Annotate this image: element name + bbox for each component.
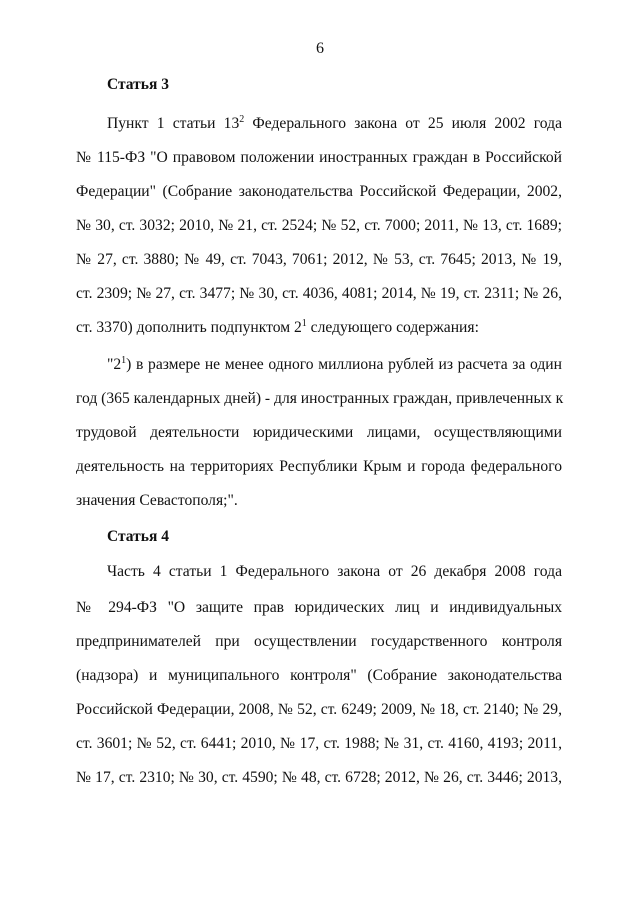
quote-line: значения Севастополя;". [76,492,238,509]
article-3-line: № 27, ст. 3880; № 49, ст. 7043, 7061; 2012, № 53, ст. 7645; 2013, № 19, [76,251,562,268]
article-4-line: № 17, ст. 2310; № 30, ст. 4590; № 48, ст. 6728; 2012, № 26, ст. 3446; 2013, [76,769,562,786]
article-3-line: ст. 2309; № 27, ст. 3477; № 30, ст. 4036, 4081; 2014, № 19, ст. 2311; № 26, [76,285,562,302]
article-4-line: предпринимателей при осуществлении государственного контроля [76,633,562,650]
article-3-heading: Статья 3 [107,76,169,93]
article-3-line: Пункт 1 статьи $13^2$ Федерального закона от 25 июля 2002 года [107,113,563,132]
quote-line: год (365 календарных дней) - для иностранных граждан, привлеченных к [76,390,564,407]
article-3-line: ст. 3370) дополнить подпунктом $2^1$ следующего содержания: [76,317,479,336]
article-4-line: Российской Федерации, 2008, № 52, ст. 6249; 2009, № 18, ст. 2140; № 29, [76,701,562,718]
quote-line: трудовой деятельности юридическими лицами, осуществляющими [76,424,562,441]
quote-line: "$2^1$) в размере не менее одного миллиона рублей из расчета за один [107,354,562,373]
article-4-line: № 294-ФЗ "О защите прав юридических лиц и индивидуальных [76,599,562,616]
article-4-line: Часть 4 статьи 1 Федерального закона от 26 декабря 2008 года [107,563,562,580]
quote-line: деятельность на территориях Республики Крым и города федерального [76,458,562,475]
article-3-line: № 30, ст. 3032; 2010, № 21, ст. 2524; № 52, ст. 7000; 2011, № 13, ст. 1689; [76,217,562,234]
article-4-heading: Статья 4 [107,528,169,545]
article-3-line: № 115-ФЗ "О правовом положении иностранных граждан в Российской [76,149,562,166]
article-4-line: ст. 3601; № 52, ст. 6441; 2010, № 17, ст. 1988; № 31, ст. 4160, 4193; 2011, [76,735,562,752]
article-4-line: (надзора) и муниципального контроля" (Собрание законодательства [76,667,562,684]
page-number: 6 [316,40,324,57]
article-3-line: Федерации" (Собрание законодательства Российской Федерации, 2002, [76,183,562,200]
